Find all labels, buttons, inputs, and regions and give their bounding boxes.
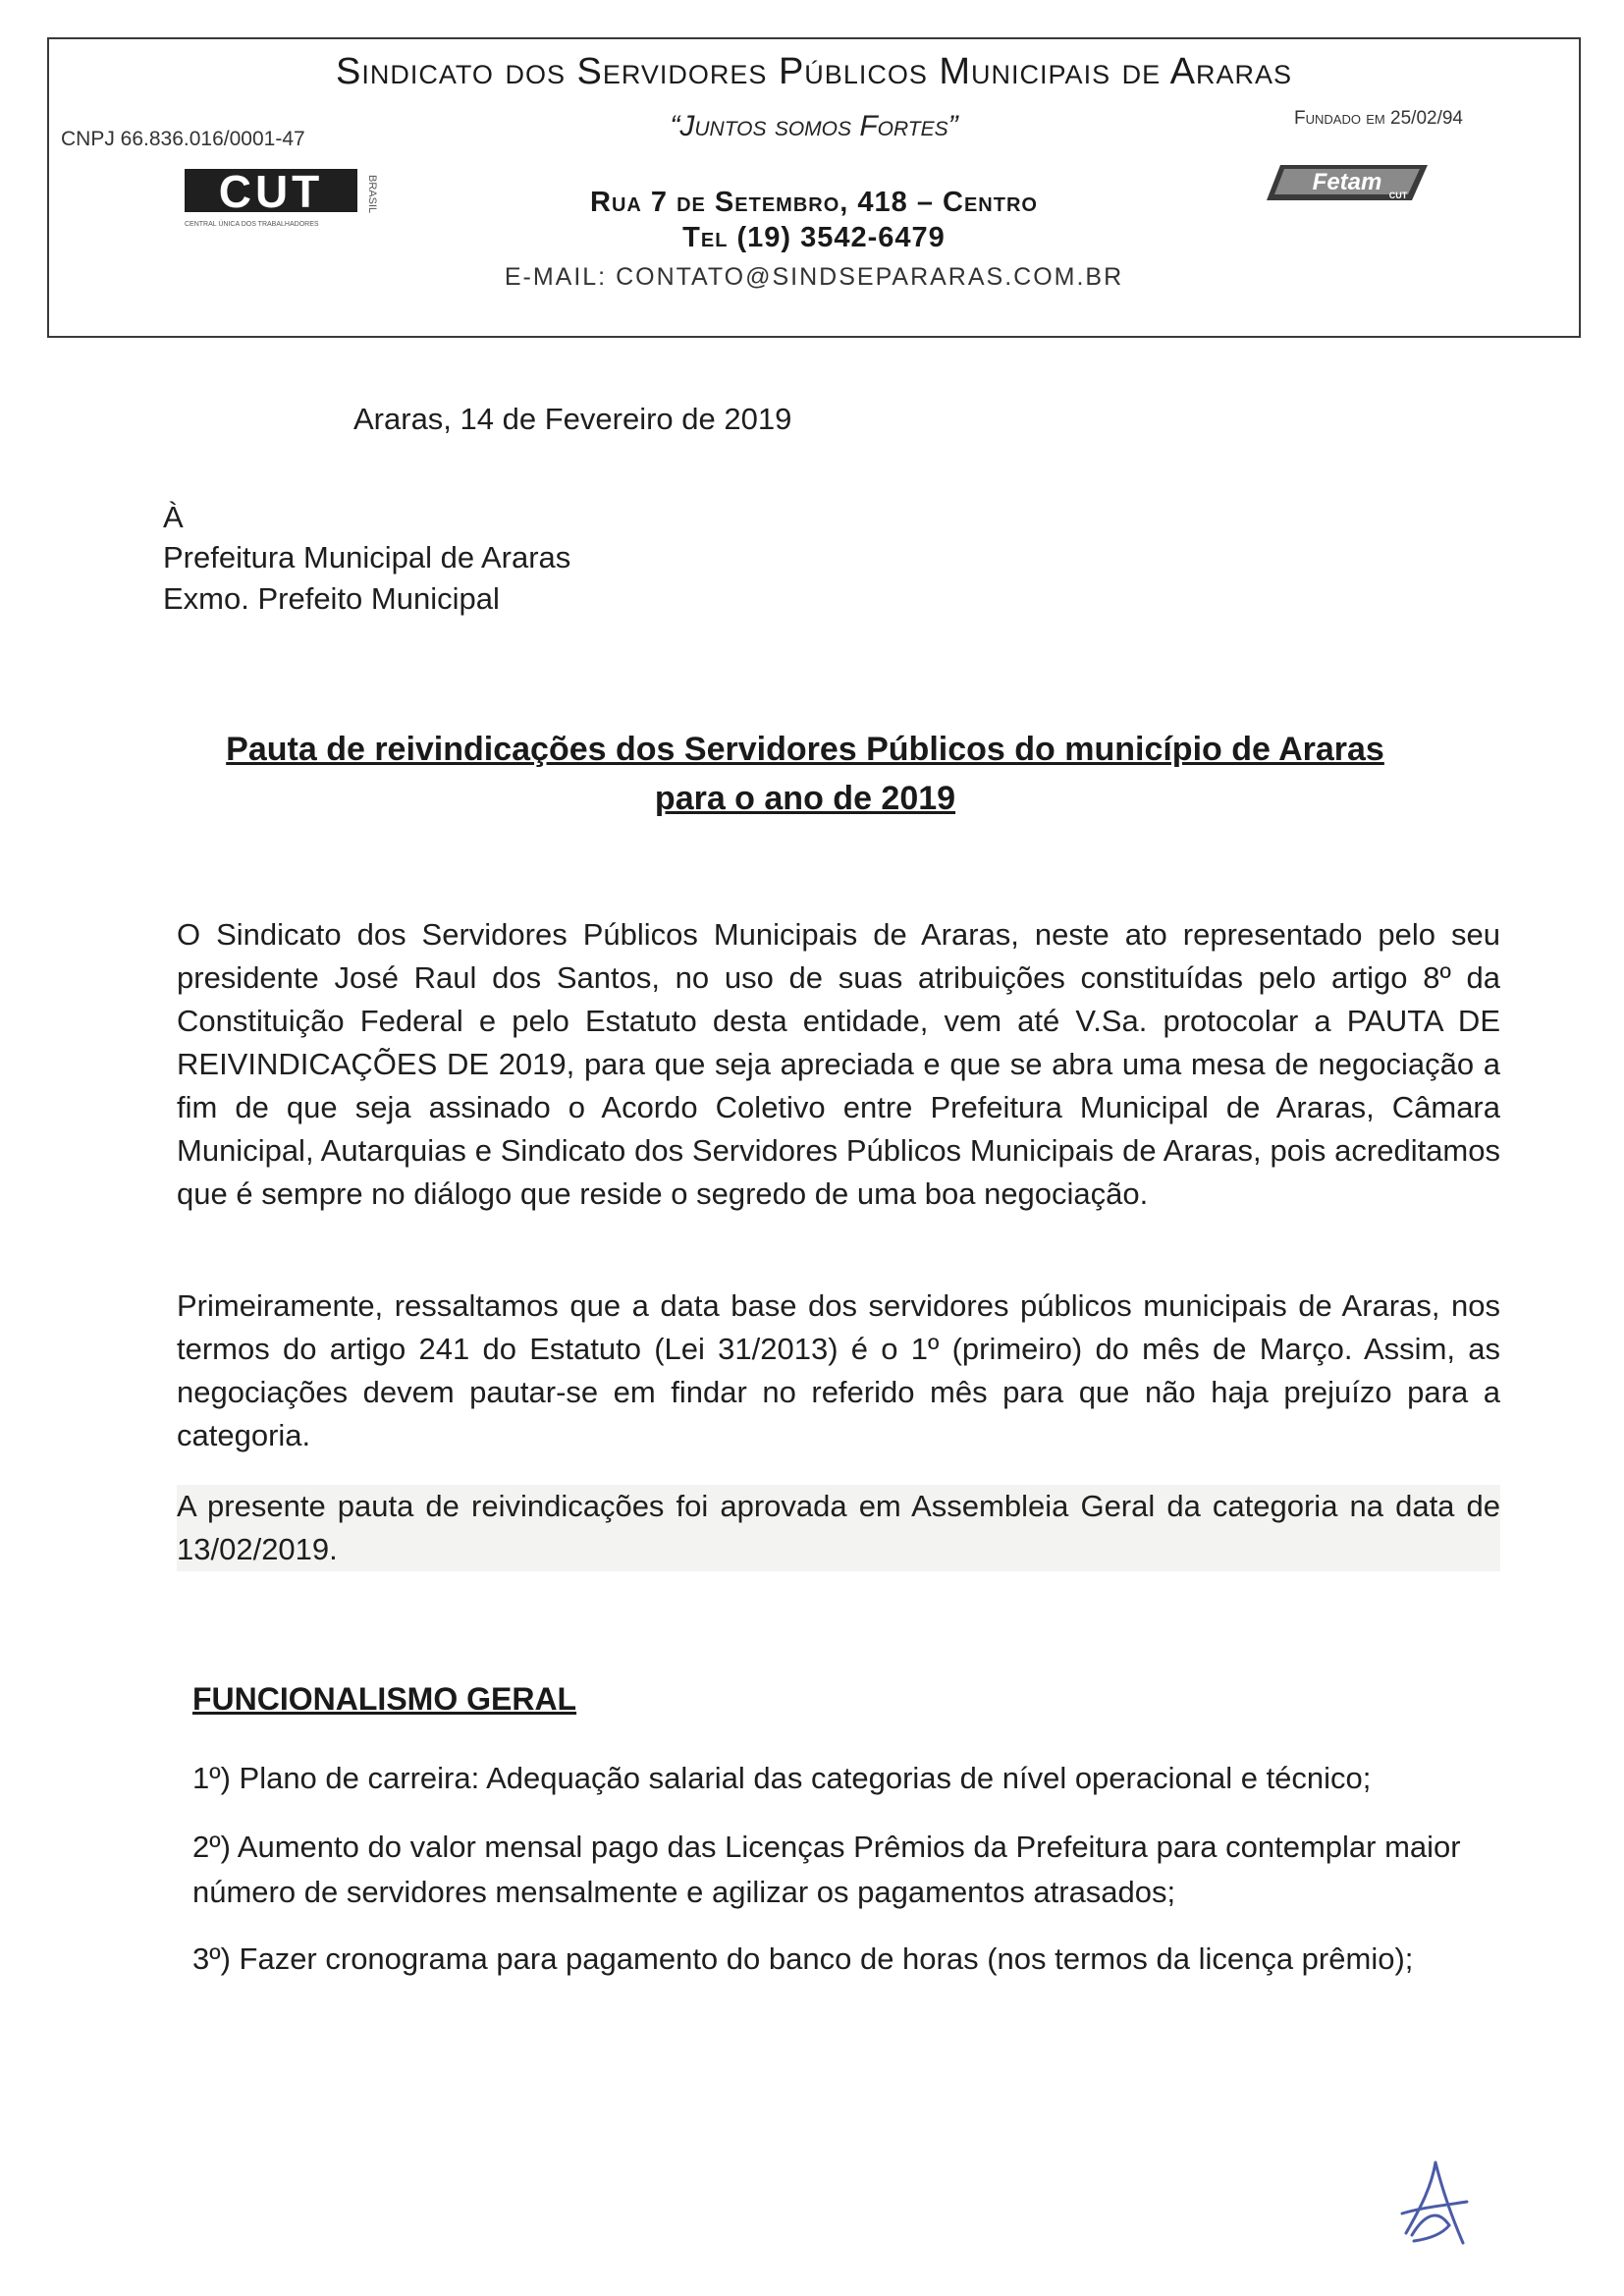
union-motto: “Juntos somos Fortes” <box>670 110 958 142</box>
list-item-number: 1º) <box>192 1761 231 1795</box>
union-email: E-MAIL: CONTATO@SINDSEPARARAS.COM.BR <box>504 263 1124 291</box>
paragraph-approval: A presente pauta de reivindicações foi aprovada em Assembleia Geral da categoria na data de 13/02/2019. <box>177 1485 1500 1571</box>
letterhead <box>47 37 1581 338</box>
document-title <box>147 725 1463 823</box>
union-address: Rua 7 de Setembro, 418 – Centro <box>590 187 1038 218</box>
section-title: FUNCIONALISMO GERAL <box>192 1681 577 1717</box>
list-item-number: 2º) <box>192 1830 231 1864</box>
document-title-line2: para o ano de 2019 <box>654 780 956 817</box>
union-phone: Tel (19) 3542-6479 <box>682 222 946 253</box>
list-item <box>192 1756 1518 1801</box>
fetam-logo-sub: CUT <box>1388 191 1408 200</box>
date-line: Araras, 14 de Fevereiro de 2019 <box>353 402 792 436</box>
list-item-text: Fazer cronograma para pagamento do banco de horas (nos termos da licença prêmio); <box>239 1941 1414 1976</box>
list-item <box>192 1825 1518 1915</box>
list-item-number: 3º) <box>192 1941 231 1976</box>
fetam-logo-text: Fetam <box>1312 169 1382 195</box>
handwritten-initials-icon <box>1392 2157 1473 2247</box>
paragraph-data-base: Primeiramente, ressaltamos que a data base dos servidores públicos municipais de Araras, nos termos do artigo 241 do Estatuto (Lei 31/2013) é o 1º (primeiro) do mês de Março. Assim, as negociações devem pautar-se em findar no referido mês para que não haja prejuízo para a categoria. <box>177 1288 1500 1452</box>
cnpj-number: CNPJ 66.836.016/0001-47 <box>61 128 305 150</box>
cut-logo-text: CUT <box>218 166 324 217</box>
cut-logo-side-text: BRASIL <box>366 175 378 214</box>
paragraph-intro: O Sindicato dos Servidores Públicos Municipais de Araras, neste ato representado pelo seu presidente José Raul dos Santos, no uso de suas atribuições constituídas pelo artigo 8º da Constituição Federal e pelo Estatuto desta entidade, vem até V.Sa. protocolar a PAUTA DE REIVINDICAÇÕES DE 2019, para que seja apreciada e que se abra uma mesa de negociação a fim de que seja assinado o Acordo Coletivo entre Prefeitura Municipal de Araras, Câmara Municipal, Autarquias e Sindicato dos Servidores Públicos Municipais de Araras, pois acreditamos que é sempre no diálogo que reside o segredo de uma boa negociação. <box>177 917 1500 1211</box>
list-item-text: Aumento do valor mensal pago das Licenças Prêmios da Prefeitura para contemplar maior número de servidores mensalmente e agilizar os pagamentos atrasados; <box>192 1830 1461 1909</box>
list-item-text: Plano de carreira: Adequação salarial das categorias de nível operacional e técnico; <box>239 1761 1372 1795</box>
list-item <box>192 1937 1518 1982</box>
cut-logo-subtitle: CENTRAL ÚNICA DOS TRABALHADORES <box>185 221 319 228</box>
addressee-name: Prefeitura Municipal de Araras <box>163 540 571 574</box>
addressee-title: Exmo. Prefeito Municipal <box>163 581 500 616</box>
document-title-line1: Pauta de reivindicações dos Servidores Públicos do município de Araras <box>226 731 1384 768</box>
union-name: Sindicato dos Servidores Públicos Municipais de Araras <box>336 51 1292 92</box>
founded-date: Fundado em 25/02/94 <box>1294 108 1463 129</box>
addressee-prefix: À <box>163 500 184 534</box>
